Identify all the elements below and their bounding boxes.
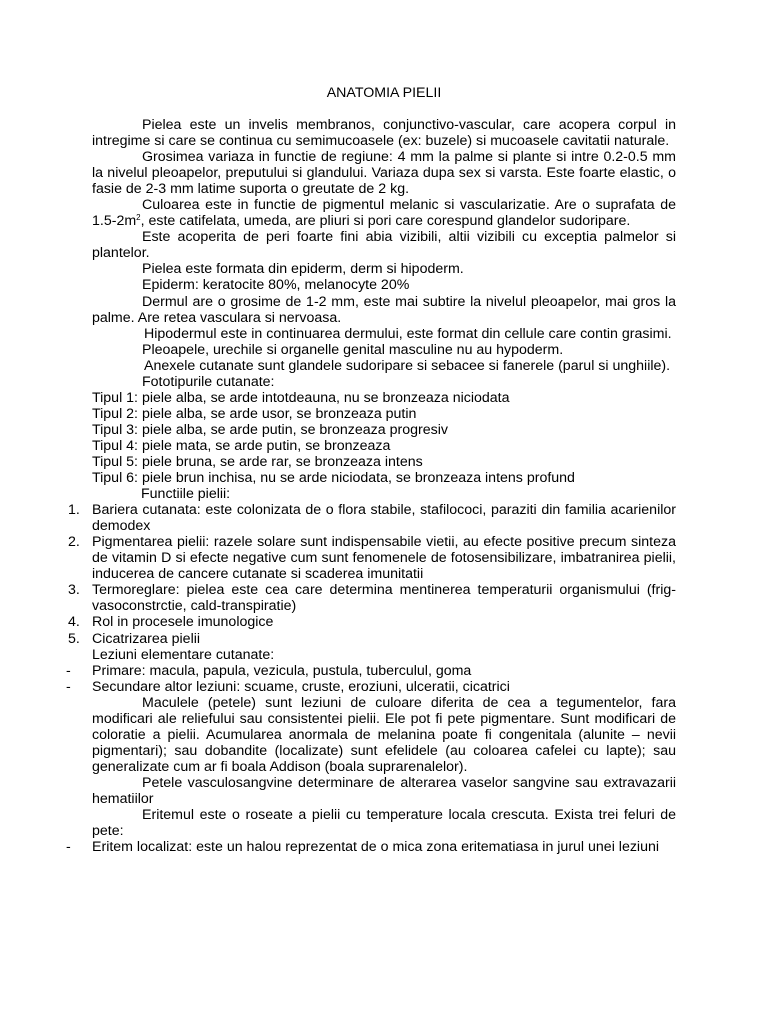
paragraph-hair: Este acoperita de peri foarte fini abia vizibili, altii vizibili cu exceptia palmelor si plantelor.	[92, 229, 676, 262]
list-number: 2.	[68, 534, 80, 551]
list-item	[66, 839, 676, 856]
functions-list	[68, 502, 676, 647]
list-item	[66, 662, 676, 679]
list-item	[68, 630, 676, 647]
list-item	[66, 678, 676, 695]
list-item-text: Primare: macula, papula, vezicula, pustula, tuberculul, goma	[92, 662, 472, 679]
paragraph-no-hypodermis: Pleoapele, urechile si organelle genital masculine nu au hypoderm.	[142, 341, 564, 358]
list-item	[68, 582, 676, 615]
list-number: 3.	[68, 582, 80, 599]
list-item-text: Pigmentarea pielii: razele solare sunt indispensabile vietii, au efecte positive precum sinteza de vitamin D si efecte negative cum sunt fenomenele de fotosensibilizare, imbatranirea pielii, inducerea de cancere cutanate si scaderea imunitatii	[92, 534, 676, 583]
list-item	[68, 534, 676, 583]
paragraph-dermis: Dermul are o grosime de 1-2 mm, este mai subtire la nivelul pleoapelor, mai gros la palme. Are retea vasculara si nervoasa.	[92, 293, 676, 326]
list-item: Tipul 1: piele alba, se arde intotdeauna, nu se bronzeaza niciodata	[92, 389, 510, 406]
list-dash: -	[66, 678, 71, 695]
paragraph-annexes: Anexele cutanate sunt glandele sudoripare si sebacee si fanerele (parul si unghiile).	[144, 357, 671, 374]
list-item-text: Secundare altor leziuni: scuame, cruste, eroziuni, ulceratii, cicatrici	[92, 678, 510, 695]
superscript-exponent: 2	[136, 213, 141, 223]
list-item-text: Rol in procesele imunologice	[92, 614, 274, 631]
list-item: Tipul 2: piele alba, se arde usor, se bronzeaza putin	[92, 405, 417, 422]
phototypes-heading: Fototipurile cutanate:	[142, 373, 275, 390]
list-dash: -	[66, 662, 71, 679]
functions-heading: Functiile pielii:	[141, 486, 231, 503]
list-item: Tipul 4: piele mata, se arde putin, se bronzeaza	[92, 437, 391, 454]
paragraph-thickness: Grosimea variaza in functie de regiune: 4 mm la palme si plante si intre 0.2-0.5 mm la nivelul pleoapelor, preputului si glandului. Variaza dupa sex si varsta. Este foarte elastic, o fasie de 2-3 mm latime suporta o greutate de 2 kg.	[92, 149, 676, 198]
list-item	[68, 502, 676, 535]
phototypes-list	[92, 390, 676, 486]
list-number: 1.	[68, 502, 80, 519]
document-body	[66, 117, 676, 856]
paragraph-hypodermis: Hipodermul este in continuarea dermului, este format din cellule care contin grasimi.	[144, 325, 672, 342]
paragraph-skin-definition: Pielea este un invelis membranos, conjunctivo-vascular, care acopera corpul in intregime si care se continua cu semimucoasele (ex: buzele) si mucoasele cavitatii naturale.	[92, 117, 676, 150]
paragraph-layers: Pielea este formata din epiderm, derm si hipoderm.	[142, 261, 464, 278]
list-item	[68, 614, 676, 631]
list-item-text: Cicatrizarea pielii	[92, 630, 201, 647]
lesions-heading: Leziuni elementare cutanate:	[92, 646, 275, 663]
paragraph-color-text: Culoarea este in functie de pigmentul melanic si vascularizatie. Are o suprafata de 1.5-2m	[92, 197, 676, 230]
list-item: Tipul 6: piele brun inchisa, nu se arde niciodata, se bronzeaza intens profund	[92, 470, 575, 487]
list-number: 4.	[68, 614, 80, 631]
list-item-text: Eritem localizat: este un halou reprezentat de o mica zona eritematiasa in jurul unei leziuni	[92, 839, 660, 856]
paragraph-erythema: Eritemul este o roseate a pielii cu temperature locala crescuta. Exista trei feluri de pete:	[92, 807, 676, 840]
paragraph-macules: Maculele (petele) sunt leziuni de culoare diferita de cea a tegumentelor, fara modificari ale reliefului sau consistentei pielii. Ele pot fi pete pigmentare. Sunt modificari de coloratie a pielii. Acumularea anormala de melanina poate fi congenitala (alunite – nevii pigmentari); sau dobandite (localizate) sunt efelidele (au coloarea cafelei cu lapte); sau generalizate cum ar fi boala Addison (boala suprarenalelor).	[92, 694, 676, 775]
erythema-list	[66, 839, 676, 856]
list-number: 5.	[68, 630, 80, 647]
lesions-list	[66, 662, 676, 695]
document-title: ANATOMIA PIELII	[326, 85, 442, 101]
paragraph-color	[92, 197, 676, 229]
paragraph-vascular-spots: Petele vasculosangvine determinare de alterarea vaselor sangvine sau extravazarii hematiilor	[92, 774, 676, 807]
list-item-text: Termoreglare: pielea este cea care determina mentinerea temperaturii organismului (frig-vasoconstrctie, cald-transpiratie)	[92, 582, 676, 615]
paragraph-color-text-end: , este catifelata, umeda, are pliuri si pori care corespund glandelor sudoripare.	[140, 213, 631, 230]
list-item-text: Bariera cutanata: este colonizata de o flora stabile, stafilococi, paraziti din familia acarienilor demodex	[92, 502, 676, 535]
list-dash: -	[66, 839, 71, 856]
list-item: Tipul 5: piele bruna, se arde rar, se bronzeaza intens	[92, 453, 423, 470]
list-item: Tipul 3: piele alba, se arde putin, se bronzeaza progresiv	[92, 421, 448, 438]
paragraph-epidermis: Epiderm: keratocite 80%, melanocyte 20%	[142, 277, 410, 294]
